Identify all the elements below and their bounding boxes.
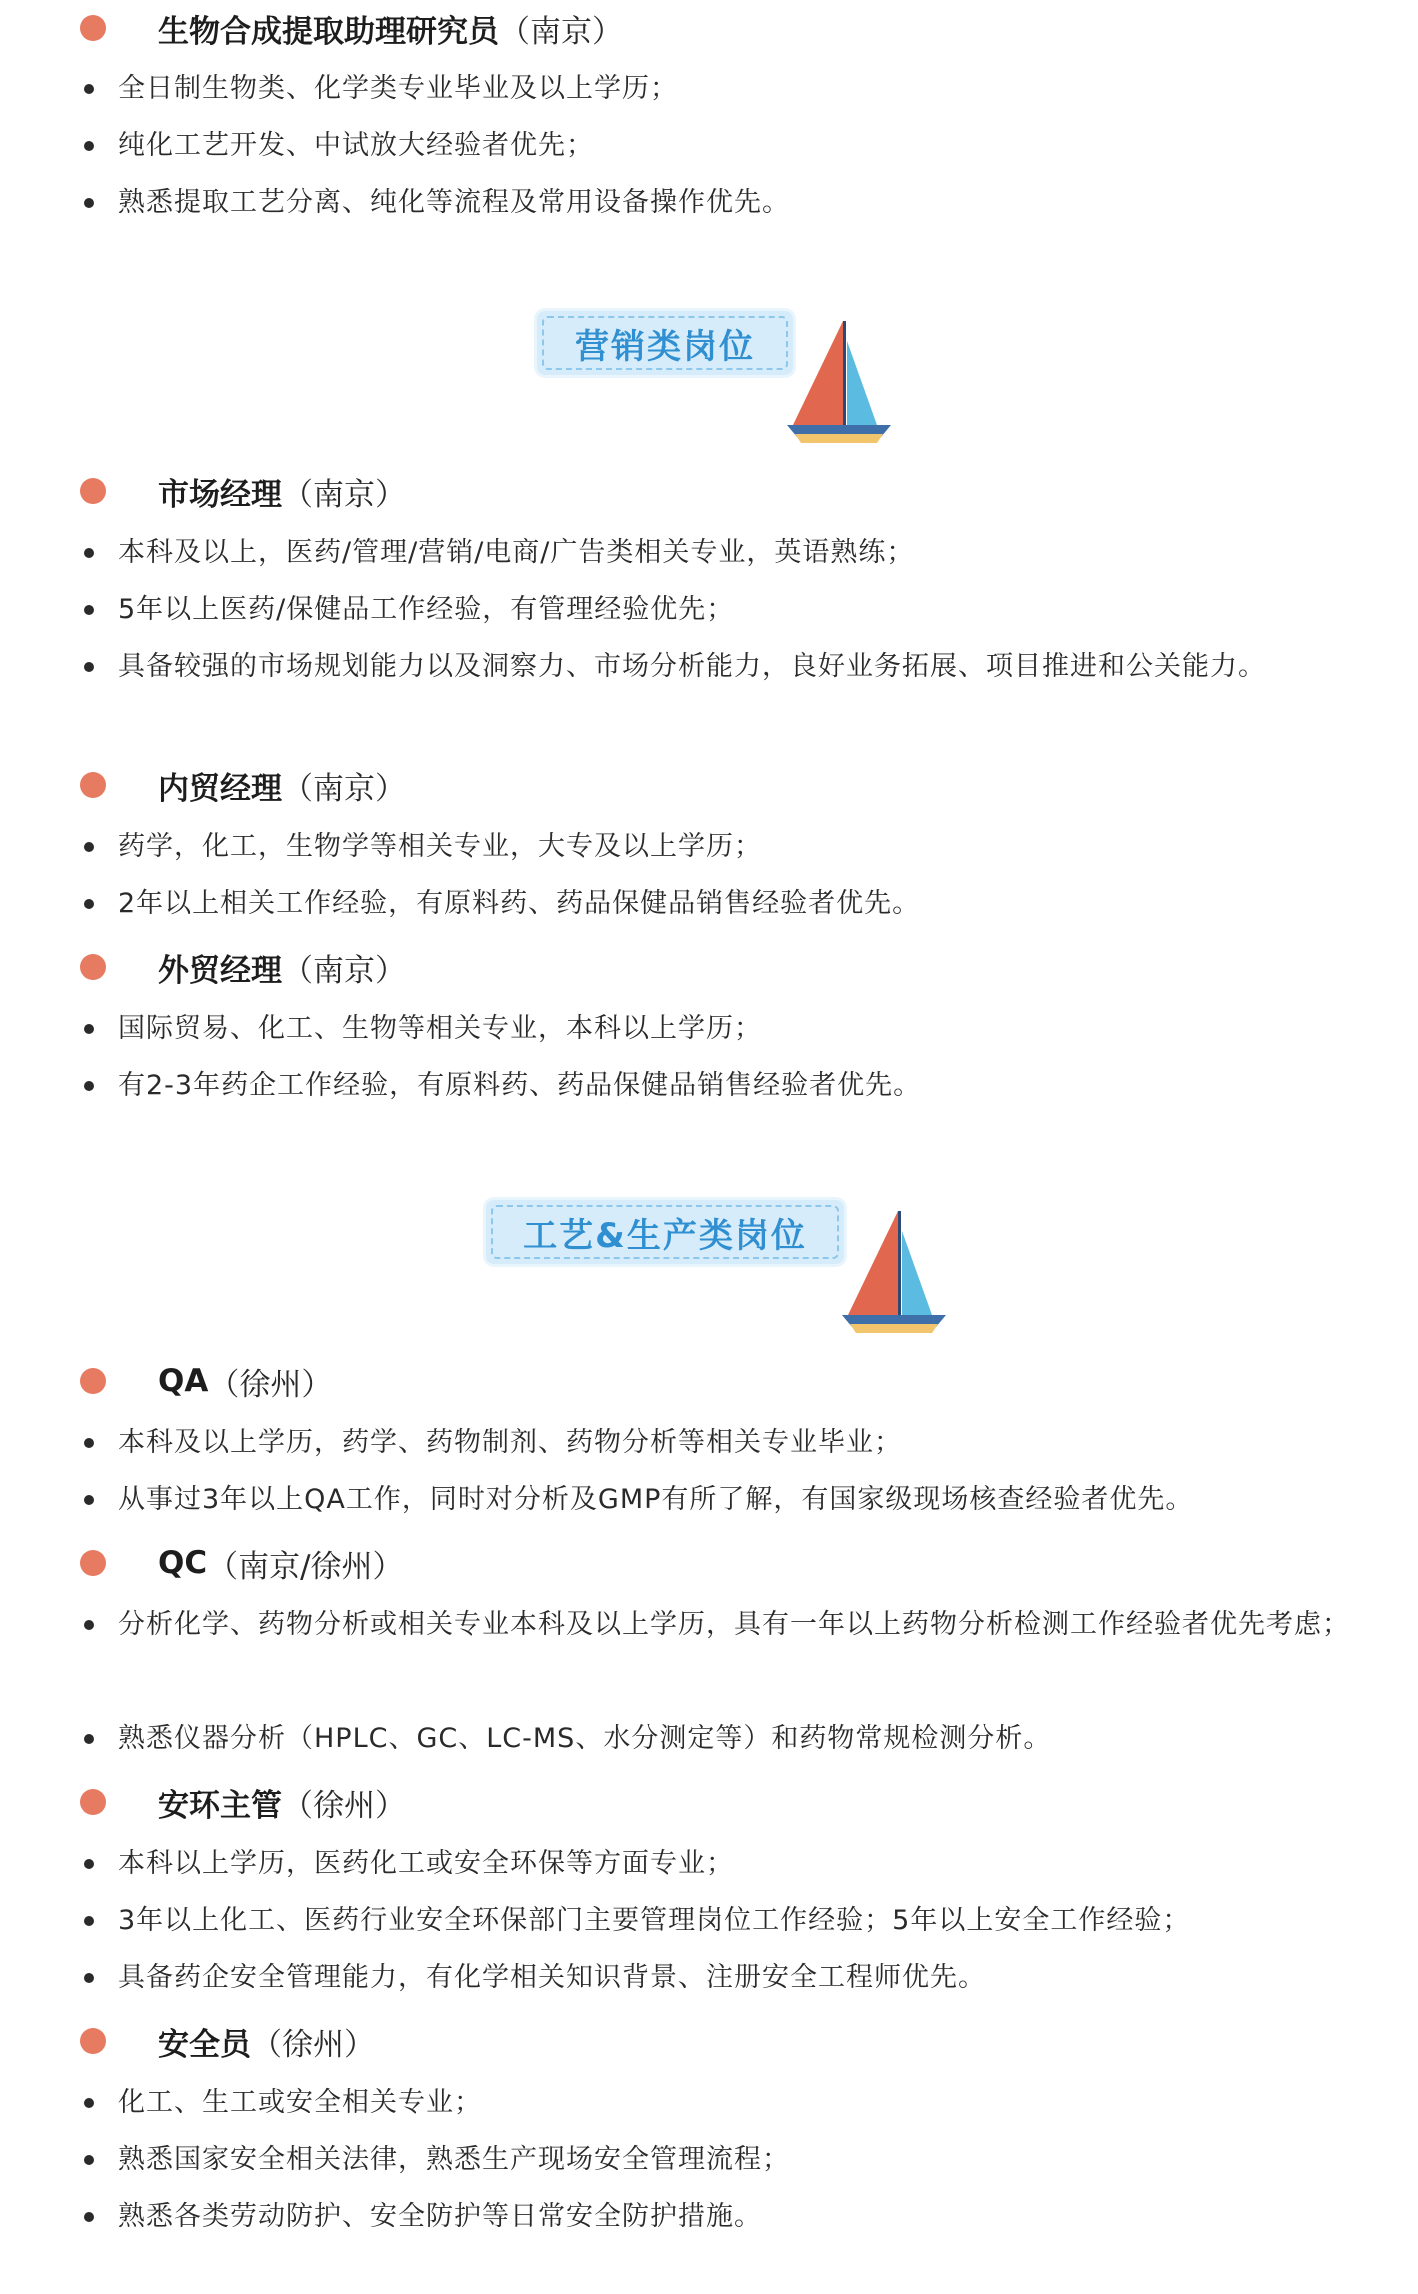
- job-name: 生物合成提取助理研究员: [158, 13, 499, 50]
- job-title-marketing-manager: [80, 463, 406, 519]
- bullet-dot-icon: [80, 954, 106, 980]
- bullet-icon: [84, 1734, 94, 1744]
- job-title-domestic-trade: [80, 757, 406, 813]
- section-badge-production: [486, 1200, 844, 1264]
- list-item: 全日制生物类、化学类专业毕业及以上学历；: [80, 60, 1360, 117]
- job-name: 市场经理: [158, 476, 282, 513]
- job-title-qa: [80, 1353, 332, 1409]
- bullet-icon: [84, 1024, 94, 1034]
- job-title-ehs-supervisor: [80, 1774, 406, 1830]
- job-location: （南京）: [282, 952, 406, 989]
- list-item: 本科及以上，医药/管理/营销/电商/广告类相关专业，英语熟练；: [80, 524, 1360, 581]
- bullet-icon: [84, 1916, 94, 1926]
- bullet-dot-icon: [80, 1789, 106, 1815]
- bullet-icon: [84, 842, 94, 852]
- bullet-icon: [84, 84, 94, 94]
- bullet-dot-icon: [80, 1368, 106, 1394]
- bullet-icon: [84, 1859, 94, 1869]
- bullet-icon: [84, 662, 94, 672]
- bullet-dot-icon: [80, 772, 106, 798]
- list-item: 具备药企安全管理能力，有化学相关知识背景、注册安全工程师优先。: [80, 1949, 1360, 2006]
- job-name: 内贸经理: [158, 770, 282, 807]
- sailboat-icon: [785, 315, 895, 445]
- job-name: 安环主管: [158, 1787, 282, 1824]
- bullet-dot-icon: [80, 1550, 106, 1576]
- bullet-icon: [84, 2155, 94, 2165]
- bullet-icon: [84, 1495, 94, 1505]
- section-badge-marketing: [537, 311, 793, 375]
- section-title: 营销类岗位: [575, 326, 755, 367]
- bullet-icon: [84, 1973, 94, 1983]
- list-item: 5年以上医药/保健品工作经验，有管理经验优先；: [80, 581, 1360, 638]
- job-title-bio-assistant: [80, 0, 623, 56]
- list-item: 有2-3年药企工作经验，有原料药、药品保健品销售经验者优先。: [80, 1057, 1360, 1114]
- job-location: （徐州）: [282, 1787, 406, 1824]
- job-name: 安全员: [158, 2026, 251, 2063]
- list-item: 熟悉提取工艺分离、纯化等流程及常用设备操作优先。: [80, 174, 1360, 231]
- bullet-icon: [84, 548, 94, 558]
- list-item: 药学，化工，生物学等相关专业，大专及以上学历；: [80, 818, 1360, 875]
- job-location: （南京）: [282, 476, 406, 513]
- job-name: QA: [158, 1363, 209, 1399]
- sailboat-icon: [840, 1205, 950, 1335]
- job-location: （徐州）: [251, 2026, 375, 2063]
- list-item: 纯化工艺开发、中试放大经验者优先；: [80, 117, 1360, 174]
- list-item: 国际贸易、化工、生物等相关专业，本科以上学历；: [80, 1000, 1360, 1057]
- list-item: 3年以上化工、医药行业安全环保部门主要管理岗位工作经验；5年以上安全工作经验；: [80, 1892, 1360, 1949]
- bullet-icon: [84, 899, 94, 909]
- bullet-dot-icon: [80, 478, 106, 504]
- list-item: 熟悉各类劳动防护、安全防护等日常安全防护措施。: [80, 2188, 1360, 2245]
- list-item: 熟悉仪器分析（HPLC、GC、LC-MS、水分测定等）和药物常规检测分析。: [80, 1710, 1360, 1767]
- bullet-icon: [84, 1438, 94, 1448]
- list-item: 本科以上学历，医药化工或安全环保等方面专业；: [80, 1835, 1360, 1892]
- bullet-icon: [84, 2212, 94, 2222]
- job-title-qc: [80, 1535, 404, 1591]
- job-name: 外贸经理: [158, 952, 282, 989]
- bullet-icon: [84, 1620, 94, 1630]
- list-item: 2年以上相关工作经验，有原料药、药品保健品销售经验者优先。: [80, 875, 1360, 932]
- list-item: 从事过3年以上QA工作，同时对分析及GMP有所了解，有国家级现场核查经验者优先。: [80, 1471, 1360, 1528]
- job-location: （南京/徐州）: [207, 1548, 404, 1585]
- job-title-foreign-trade: [80, 939, 406, 995]
- job-name: QC: [158, 1545, 208, 1581]
- list-item: 熟悉国家安全相关法律，熟悉生产现场安全管理流程；: [80, 2131, 1360, 2188]
- list-item: 具备较强的市场规划能力以及洞察力、市场分析能力，良好业务拓展、项目推进和公关能力。: [80, 638, 1360, 695]
- job-title-safety-officer: [80, 2013, 375, 2069]
- job-location: （南京）: [499, 13, 623, 50]
- bullet-icon: [84, 2098, 94, 2108]
- list-item: 化工、生工或安全相关专业；: [80, 2074, 1360, 2131]
- bullet-icon: [84, 198, 94, 208]
- list-item: 本科及以上学历，药学、药物制剂、药物分析等相关专业毕业；: [80, 1414, 1360, 1471]
- section-title: 工艺&生产类岗位: [523, 1215, 807, 1256]
- bullet-dot-icon: [80, 2028, 106, 2054]
- bullet-dot-icon: [80, 15, 106, 41]
- job-location: （南京）: [282, 770, 406, 807]
- list-item: 分析化学、药物分析或相关专业本科及以上学历，具有一年以上药物分析检测工作经验者优先考虑；: [80, 1596, 1360, 1653]
- job-location: （徐州）: [208, 1366, 333, 1403]
- bullet-icon: [84, 1081, 94, 1091]
- bullet-icon: [84, 141, 94, 151]
- bullet-icon: [84, 605, 94, 615]
